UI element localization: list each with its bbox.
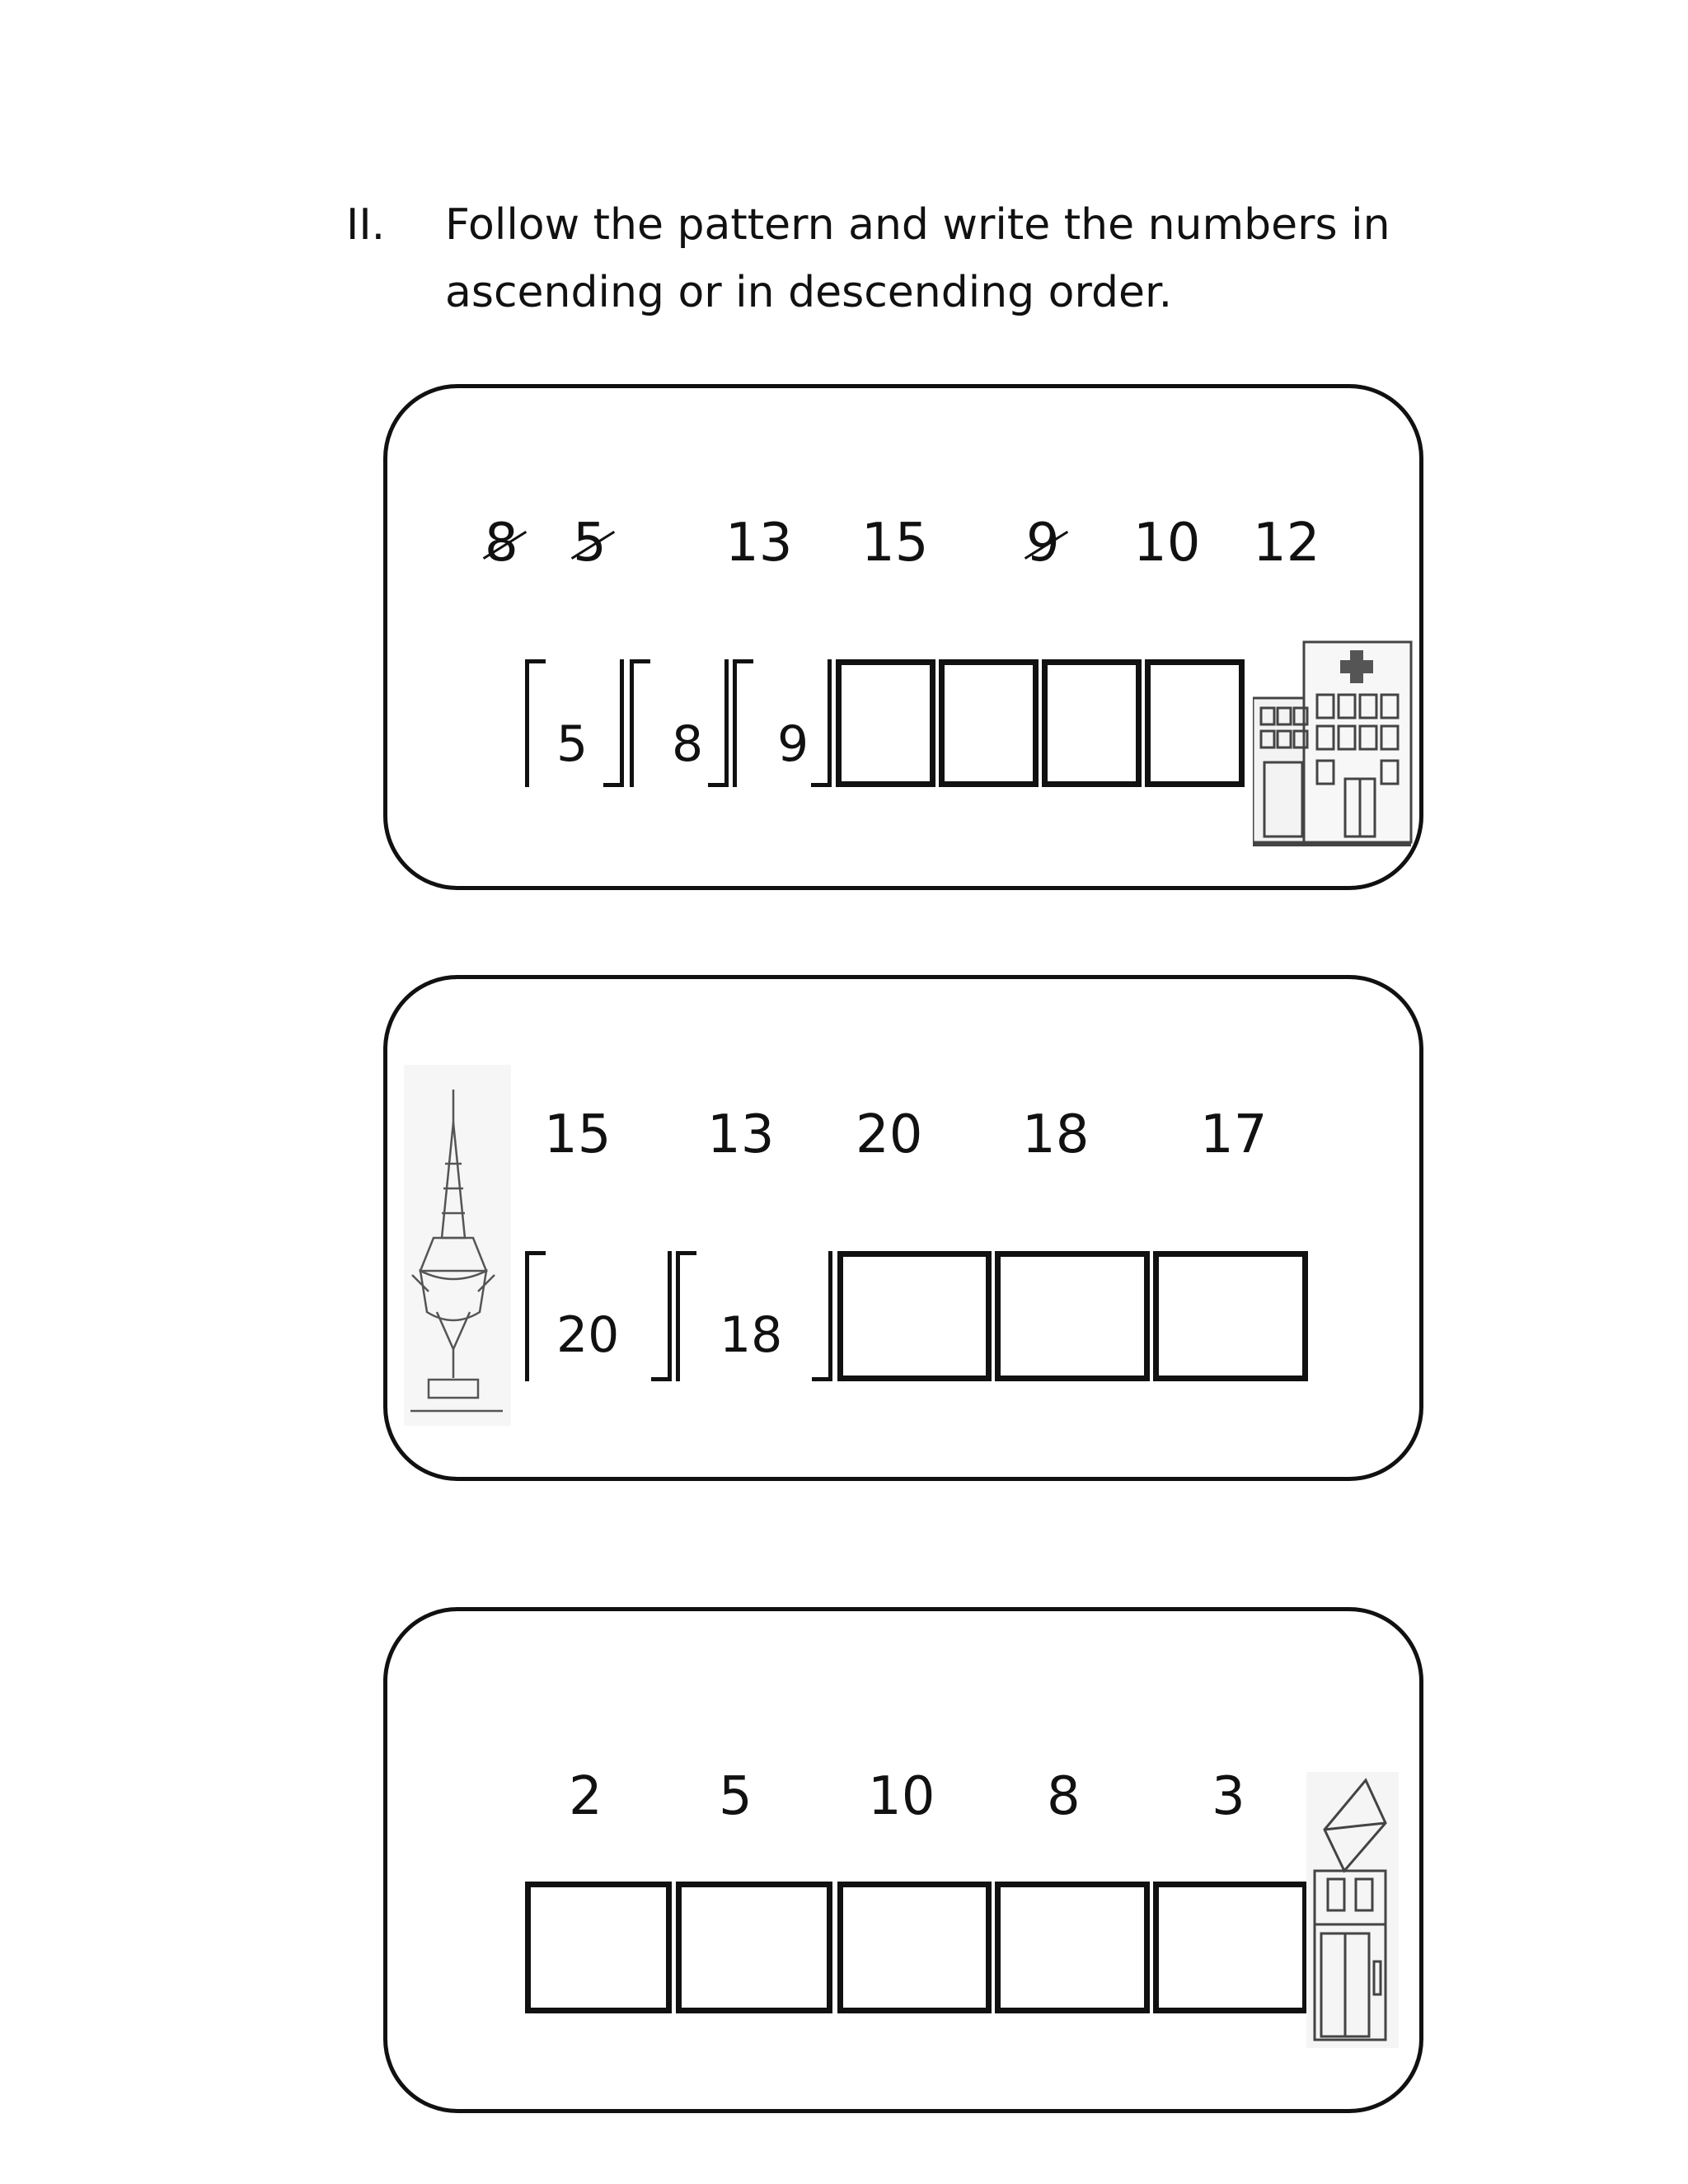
question-number: II. xyxy=(346,200,386,250)
given-number: 9 xyxy=(1026,513,1060,574)
answer-box-4[interactable] xyxy=(995,1882,1150,2013)
answer-value: 18 xyxy=(720,1306,783,1364)
answer-box-5[interactable] xyxy=(939,659,1039,787)
given-number: 8 xyxy=(485,513,518,574)
given-number: 18 xyxy=(1022,1104,1090,1165)
given-number: 12 xyxy=(1253,513,1320,574)
answer-box-4[interactable] xyxy=(836,659,935,787)
hospital-icon xyxy=(1253,639,1418,849)
answer-box-5[interactable] xyxy=(1153,1251,1308,1381)
answer-value: 5 xyxy=(556,715,588,773)
given-number: 15 xyxy=(861,513,929,574)
answer-box-6[interactable] xyxy=(1042,659,1142,787)
given-number: 10 xyxy=(868,1766,935,1827)
tower-icon xyxy=(404,1065,511,1426)
answer-value: 8 xyxy=(672,715,704,773)
answer-box-7[interactable] xyxy=(1145,659,1245,787)
given-number: 3 xyxy=(1212,1766,1245,1827)
answer-box-4[interactable] xyxy=(995,1251,1150,1381)
given-number: 10 xyxy=(1133,513,1201,574)
exercise-panel-3 xyxy=(383,1607,1423,2113)
given-number: 17 xyxy=(1200,1104,1268,1165)
answer-box-2[interactable] xyxy=(676,1882,832,2013)
given-number: 20 xyxy=(856,1104,923,1165)
question-instruction-line-1: Follow the pattern and write the numbers in xyxy=(445,200,1390,250)
given-number: 5 xyxy=(573,513,607,574)
answer-box-1[interactable] xyxy=(525,1882,672,2013)
question-instruction-line-2: ascending or in descending order. xyxy=(445,268,1173,317)
given-number: 8 xyxy=(1047,1766,1081,1827)
answer-box-5[interactable] xyxy=(1153,1882,1308,2013)
given-number: 15 xyxy=(544,1104,612,1165)
given-number: 2 xyxy=(569,1766,603,1827)
given-number: 5 xyxy=(719,1766,753,1827)
answer-value: 20 xyxy=(556,1306,620,1364)
answer-value: 9 xyxy=(777,715,809,773)
given-number: 13 xyxy=(707,1104,775,1165)
given-number: 13 xyxy=(725,513,793,574)
answer-box-3[interactable] xyxy=(837,1251,992,1381)
post-office-icon xyxy=(1306,1772,1399,2048)
exercise-panel-2 xyxy=(383,975,1423,1481)
answer-box-3[interactable] xyxy=(837,1882,992,2013)
